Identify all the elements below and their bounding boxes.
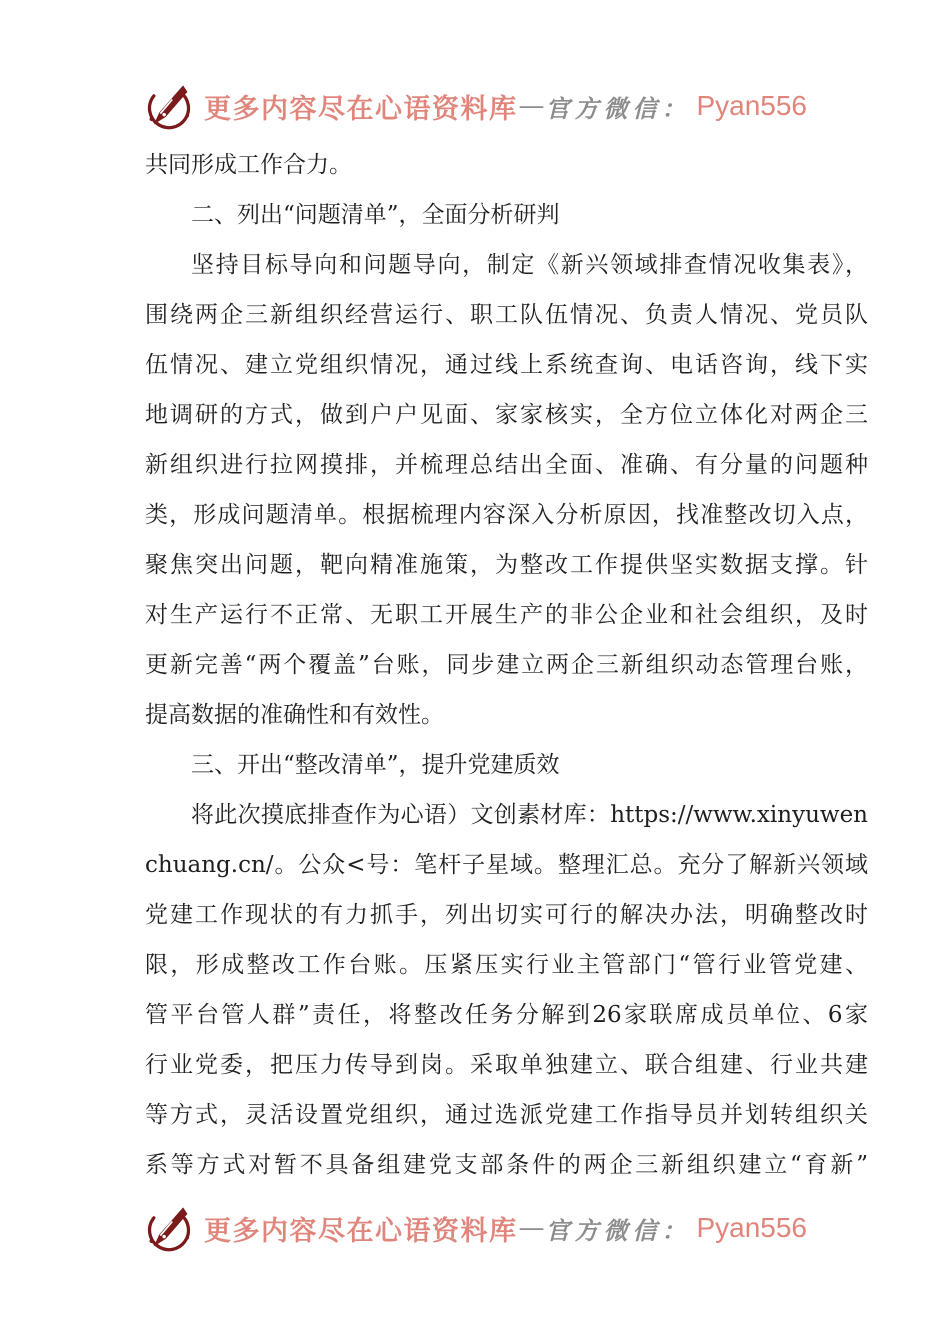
text-line: 对生产运行不正常、无职工开展生产的非公企业和社会组织，及时: [145, 602, 868, 628]
text-line: 更新完善“两个覆盖”台账，同步建立两企三新组织动态管理台账，: [145, 652, 868, 678]
text-line: 提高数据的准确性和有效性。: [145, 702, 444, 728]
text-line: 行业党委，把压力传导到岗。采取单独建立、联合组建、行业共建: [145, 1052, 868, 1078]
text-line: 二、列出“问题清单”，全面分析研判: [191, 202, 560, 228]
text-line: 限，形成整改工作台账。压紧压实行业主管部门“管行业管党建、: [145, 952, 868, 978]
text-line: 共同形成工作合力。: [145, 152, 352, 178]
text-line: 地调研的方式，做到户户见面、家家核实，全方位立体化对两企三: [145, 402, 868, 428]
pen-logo-icon: [143, 79, 195, 133]
text-line: 党建工作现状的有力抓手，列出切实可行的解决办法，明确整改时: [145, 902, 868, 928]
watermark-channel-label: 官方微信：: [545, 1215, 691, 1245]
text-line: 管平台管人群”责任，将整改任务分解到26家联席成员单位、6家: [145, 1002, 868, 1028]
watermark-dash: —: [518, 1213, 545, 1243]
watermark-brand-text: 更多内容尽在心语资料库: [203, 93, 518, 125]
pen-logo-icon: [143, 1201, 195, 1255]
header-watermark: [0, 78, 950, 134]
watermark-account: Pyan556: [696, 90, 808, 121]
text-line: 新组织进行拉网摸排，并梳理总结出全面、准确、有分量的问题种: [145, 452, 868, 478]
watermark-account: Pyan556: [696, 1212, 808, 1243]
text-line: 三、开出“整改清单”，提升党建质效: [191, 752, 560, 778]
text-line: 伍情况、建立党组织情况，通过线上系统查询、电话咨询，线下实: [145, 352, 868, 378]
text-line: 将此次摸底排查作为心语）文创素材库：https://www.xinyuwen: [191, 802, 868, 828]
document-body: [145, 140, 868, 1190]
watermark-channel-label: 官方微信：: [545, 93, 691, 123]
text-line: 类，形成问题清单。根据梳理内容深入分析原因，找准整改切入点，: [145, 502, 868, 528]
text-line: 系等方式对暂不具备组建党支部条件的两企三新组织建立“育新”: [145, 1152, 868, 1178]
text-line: 围绕两企三新组织经营运行、职工队伍情况、负责人情况、党员队: [145, 302, 868, 328]
text-line: 聚焦突出问题，靶向精准施策，为整改工作提供坚实数据支撑。针: [145, 552, 868, 578]
footer-watermark: [0, 1200, 950, 1256]
text-line: 坚持目标导向和问题导向，制定《新兴领域排查情况收集表》，: [191, 252, 868, 278]
watermark-brand-text: 更多内容尽在心语资料库: [203, 1215, 518, 1247]
watermark-dash: —: [518, 91, 545, 121]
text-line: 等方式，灵活设置党组织，通过选派党建工作指导员并划转组织关: [145, 1102, 868, 1128]
text-line: chuang.cn/。公众<号：笔杆子星域。整理汇总。充分了解新兴领域: [145, 852, 868, 878]
